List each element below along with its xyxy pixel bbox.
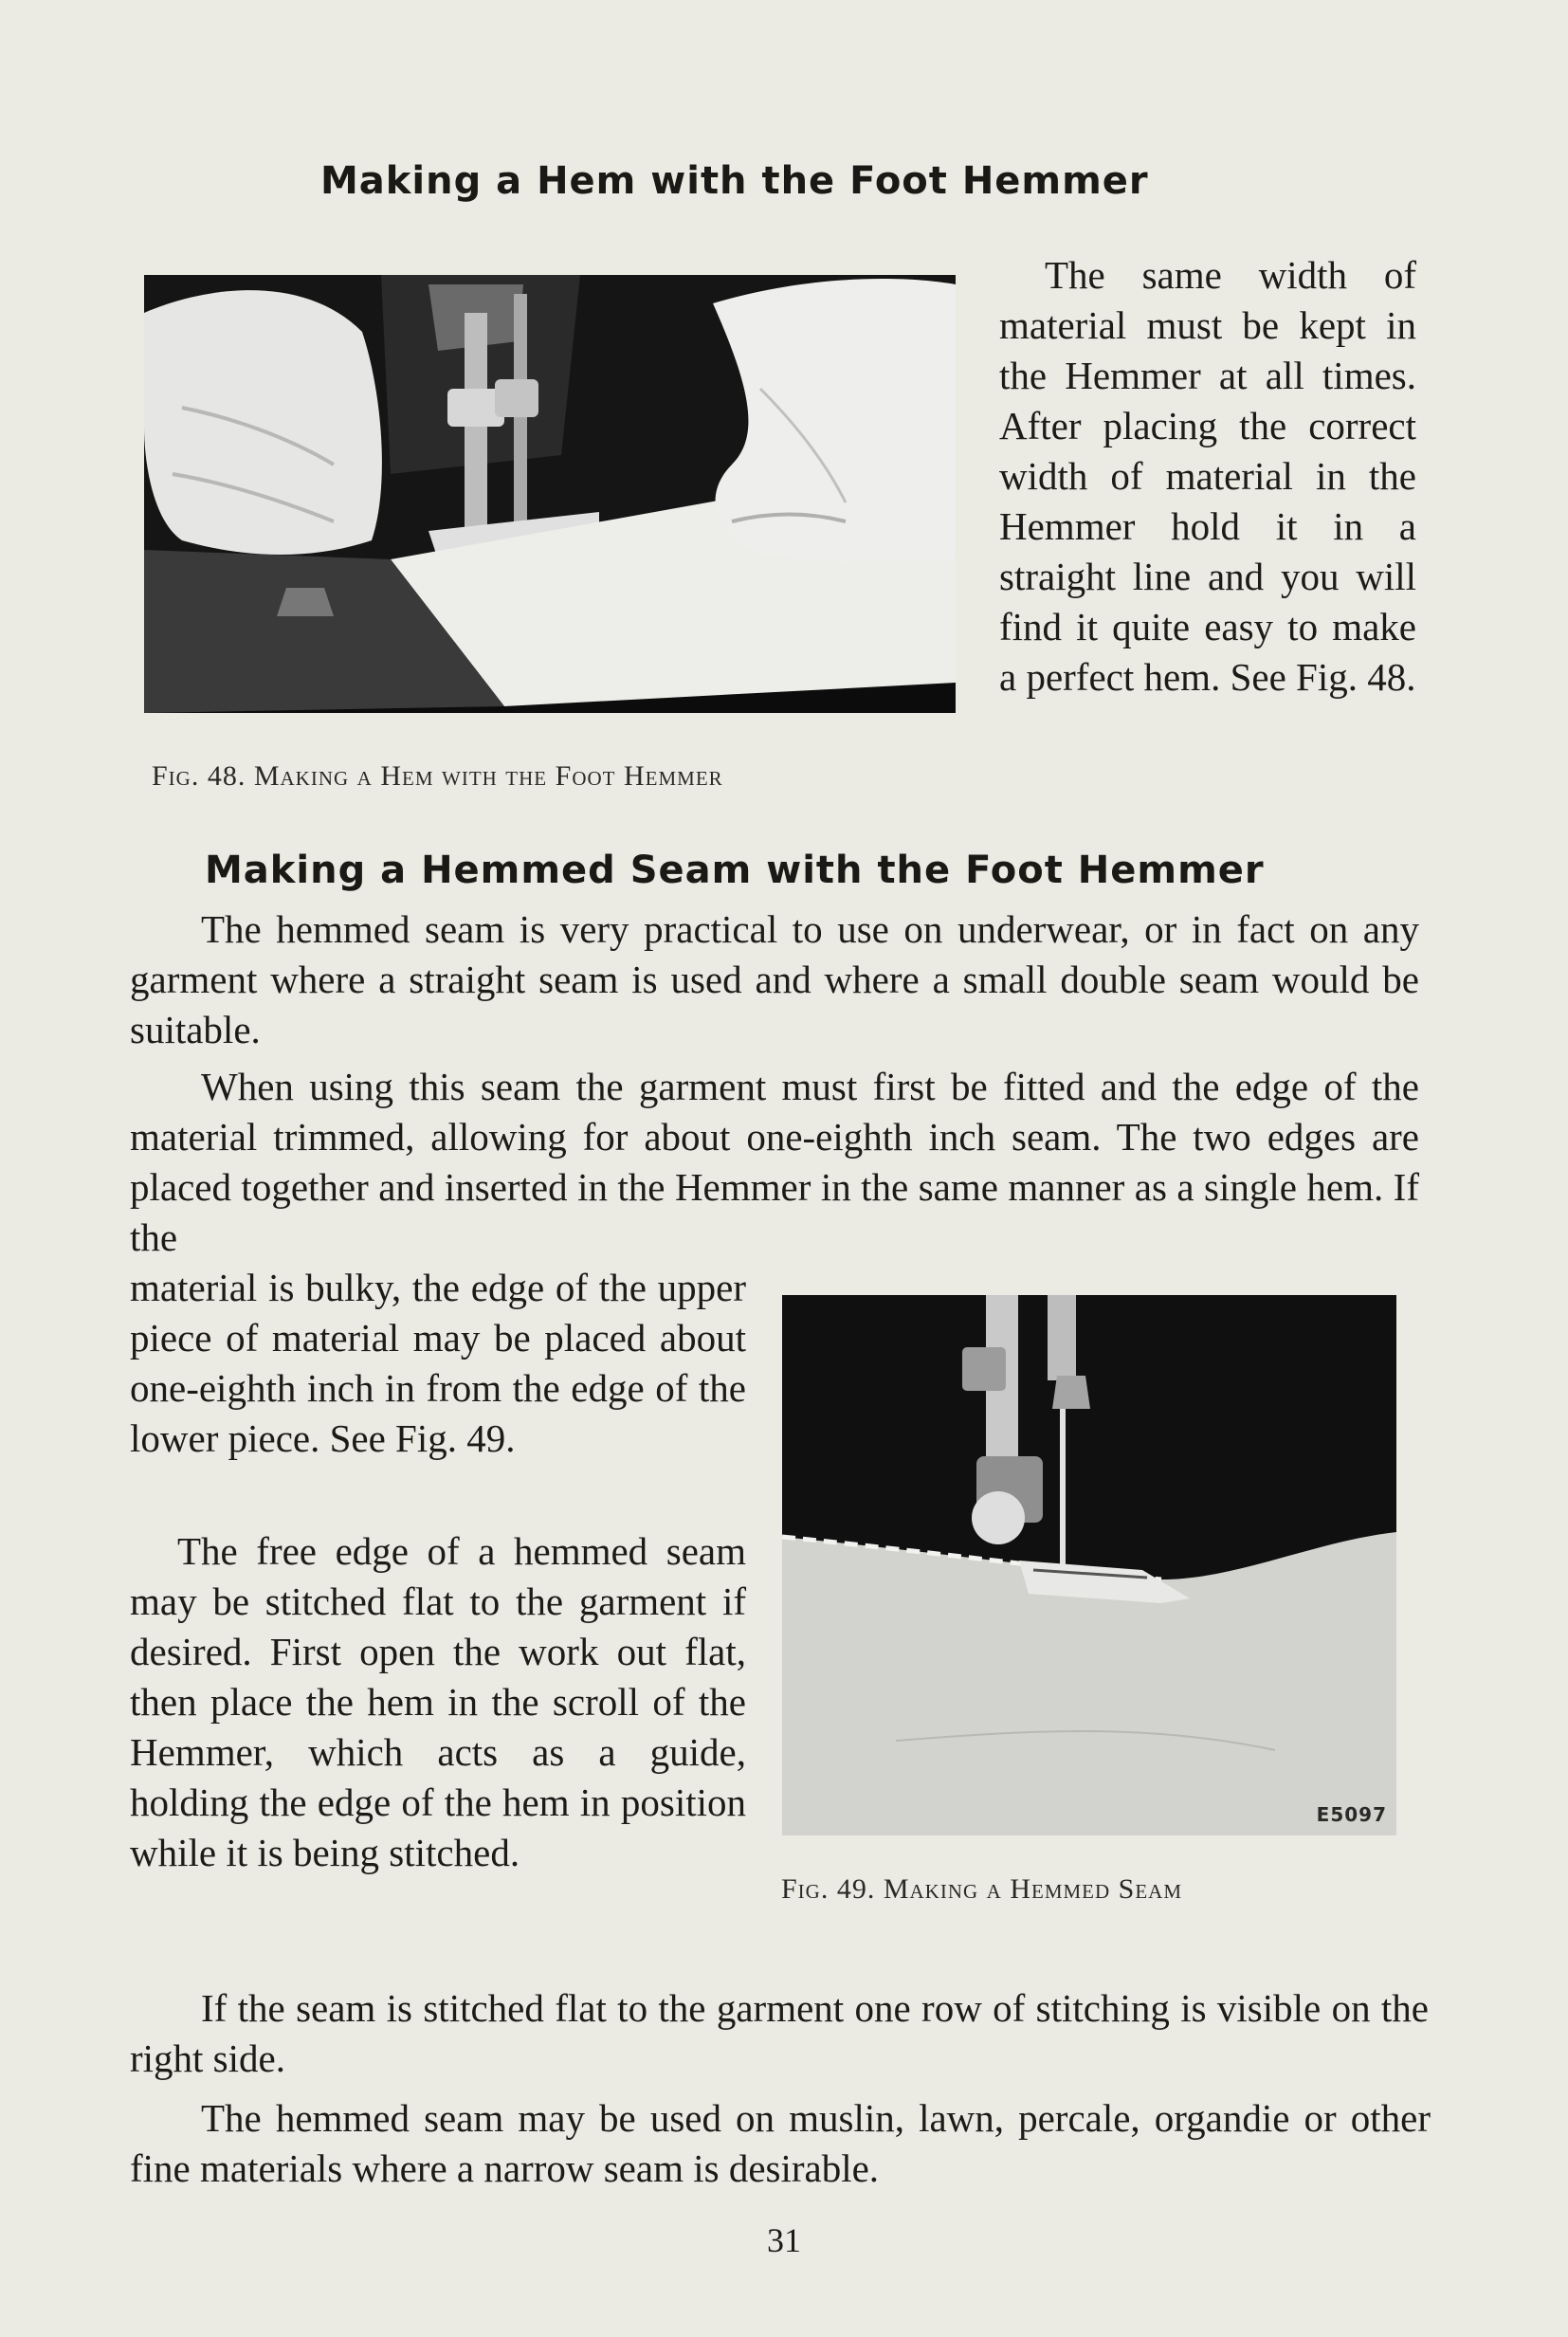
paragraph-free-edge: The free edge of a hemmed seam may be stitched flat to the garment if desired. First open the work out flat, then place the hem in the scroll of the Hemmer, which acts as a guide, holding the edge of the hem in position while it is being stitched. [130, 1529, 746, 1874]
page-number: 31 [767, 2221, 801, 2259]
section-heading-hemmed-seam: Making a Hemmed Seam with the Foot Hemmer [205, 849, 1265, 892]
figure-49-photo [782, 1295, 1396, 1835]
paragraph-seam-usage-b: material is bulky, the edge of the upper piece of material may be placed about one-eighth inch in from the edge of the lower piece. See Fig. 49. [130, 1266, 746, 1460]
paragraph-hem-width: The same width of material must be kept in the Hemmer at all times. After placing the correct width of material in the Hemmer hold it in a straight line and you will find it quite easy to make a perfect hem. See Fig. 48. [999, 253, 1416, 699]
paragraph-seam-usage-a: When using this seam the garment must first be fitted and the edge of the material trimmed, allowing for about one-eighth inch seam. The two edges are placed together and inserted in the Hemmer in the same manner as a single hem. If the [130, 1065, 1419, 1259]
figure-49-code: E5097 [1316, 1803, 1387, 1826]
paragraph-seam-intro: The hemmed seam is very practical to use on underwear, or in fact on any garment where a straight seam is used and where a small double seam would be suitable. [130, 907, 1419, 1051]
section-heading-hem: Making a Hem with the Foot Hemmer [320, 159, 1149, 203]
paragraph-stitched-flat: If the seam is stitched flat to the garment one row of stitching is visible on the right side. [130, 1986, 1429, 2080]
figure-48-caption: Fig. 48. Making a Hem with the Foot Hemmer [152, 760, 723, 792]
figure-49-caption: Fig. 49. Making a Hemmed Seam [781, 1873, 1183, 1905]
paragraph-materials: The hemmed seam may be used on muslin, lawn, percale, organdie or other fine materials where a narrow seam is desirable. [130, 2096, 1431, 2190]
figure-48-photo [144, 275, 956, 713]
